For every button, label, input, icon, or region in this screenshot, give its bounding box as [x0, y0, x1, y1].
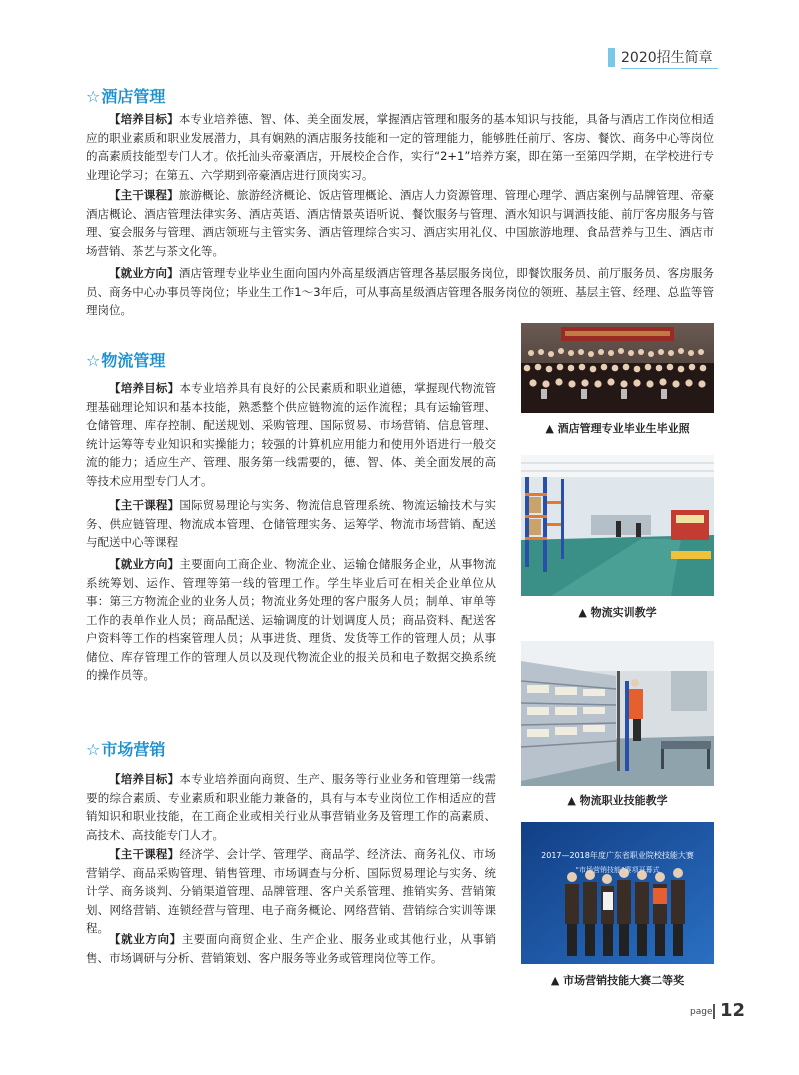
page-number: 12 — [720, 1000, 746, 1021]
star-icon: ☆ — [86, 740, 101, 759]
star-icon: ☆ — [86, 87, 101, 106]
graduation-photo — [521, 323, 714, 413]
section-title-logistics: ☆物流管理 — [86, 351, 166, 370]
footer-separator — [713, 1004, 715, 1019]
paragraph: 【就业方向】主要面向工商企业、物流企业、运输仓储服务企业，从事物流系统筹划、运作、管理等第一线的管理工作。学生毕业后可在相关企业单位从事：第三方物流企业的业务人员；物流业务处理的客户服务人员；制单、审单等工作的表单作业人员；商品配送、运输调度的计划调度人员；商品资料、配送客户资料等工作的档案管理人员；从事进货、理货、发货等工作的管理人员；从事储位、库存管理工作的管理人员以及现代物流企业的报关员和电子数据交换系统的操作员等。 — [86, 557, 496, 682]
marketing-award-photo — [521, 822, 714, 964]
paragraph: 【培养目标】本专业培养德、智、体、美全面发展，掌握酒店管理和服务的基本知识与技能，具备与酒店工作岗位相适应的职业素质和职业发展潜力，具有娴熟的酒店服务技能和一定的管理能力，能够胜任前厅、客房、餐饮、商务中心等岗位的高素质技能型专门人才。依托汕头帝豪酒店，开展校企合作，实行“2+1”培养方案，即在第一至第四学期，在学校进行专业理论学习；在第五、六学期到帝豪酒店进行顶岗实习。 — [86, 112, 714, 182]
paragraph: 【培养目标】本专业培养具有良好的公民素质和职业道德，掌握现代物流管理基础理论知识和基本技能，熟悉整个供应链物流的运作流程；具有运输管理、仓储管理、库存控制、配送规划、采购管理、国际贸易、市场营销、信息管理、统计运筹等专业知识和实操能力；较强的计算机应用能力和使用外语进行一般交流的能力；适应生产、管理、服务第一线需要的，德、智、体、美全面发展的高等技术应用型专门人才。 — [86, 381, 496, 488]
section-title-marketing: ☆市场营销 — [86, 740, 166, 759]
paragraph: 【主干课程】国际贸易理论与实务、物流信息管理系统、物流运输技术与实务、供应链管理、物流成本管理、仓储管理实务、运筹学、物流市场营销、配送与配送中心等课程 — [86, 498, 496, 549]
photo-caption: ▲ 物流实训教学 — [578, 606, 657, 619]
paragraph: 【培养目标】本专业培养面向商贸、生产、服务等行业业务和管理第一线需要的综合素质、专业素质和职业能力兼备的，具有与本专业岗位工作相适应的营销知识和职业技能，在工商企业或相关行业从事营销业务及管理工作的高素质、高技术、高技能专门人才。 — [86, 772, 496, 842]
paragraph: 【主干课程】旅游概论、旅游经济概论、饭店管理概论、酒店人力资源管理、管理心理学、酒店案例与品牌管理、帝豪酒店概论、酒店管理法律实务、酒店英语、酒店情景英语听说、餐饮服务与管理、酒水知识与调酒技能、前厅客房服务与管理、宴会服务与管理、酒店领班与主管实务、酒店管理综合实习、酒店实用礼仪、中国旅游地理、食品营养与卫生、酒店市场营销、茶艺与茶文化等。 — [86, 188, 714, 258]
page-header — [608, 48, 718, 68]
photo-caption: ▲ 市场营销技能大赛二等奖 — [550, 974, 685, 987]
paragraph: 【主干课程】经济学、会计学、管理学、商品学、经济法、商务礼仪、市场营销学、商品采购管理、销售管理、市场调查与分析、国际贸易理论与实务、统计学、商务谈判、分销渠道管理、品牌管理、客户关系管理、推销实务、营销策划、网络营销、连锁经营与管理、电子商务概论、网络营销、营销综合实训等课程。 — [86, 847, 496, 935]
star-icon: ☆ — [86, 351, 101, 370]
paragraph: 【就业方向】主要面向商贸企业、生产企业、服务业或其他行业，从事销售、市场调研与分析、营销策划、客户服务等业务或管理岗位等工作。 — [86, 932, 497, 965]
page-label: page — [690, 1007, 713, 1017]
paragraph: 【就业方向】酒店管理专业毕业生面向国内外高星级酒店管理各基层服务岗位，即餐饮服务员、前厅服务员、客房服务员、商务中心办事员等岗位；毕业生工作1～3年后，可从事高星级酒店管理各服务岗位的领班、基层主管、经理、总监等管理岗位。 — [86, 266, 714, 317]
photo-caption: ▲ 酒店管理专业毕业生毕业照 — [545, 422, 690, 435]
logistics-training-photo — [521, 455, 714, 596]
photo-caption: ▲ 物流职业技能教学 — [567, 794, 668, 807]
section-title-hotel: ☆酒店管理 — [86, 87, 166, 106]
header-accent-bar — [608, 48, 615, 67]
competition-banner-title: 2017—2018年度广东省职业院校技能大赛 — [541, 851, 694, 860]
logistics-skills-photo — [521, 641, 714, 786]
competition-banner-subtitle: “市场营销技能”赛项开幕式 — [575, 866, 660, 874]
header-title: 2020招生简章 — [621, 50, 713, 66]
header-underline — [621, 68, 718, 69]
